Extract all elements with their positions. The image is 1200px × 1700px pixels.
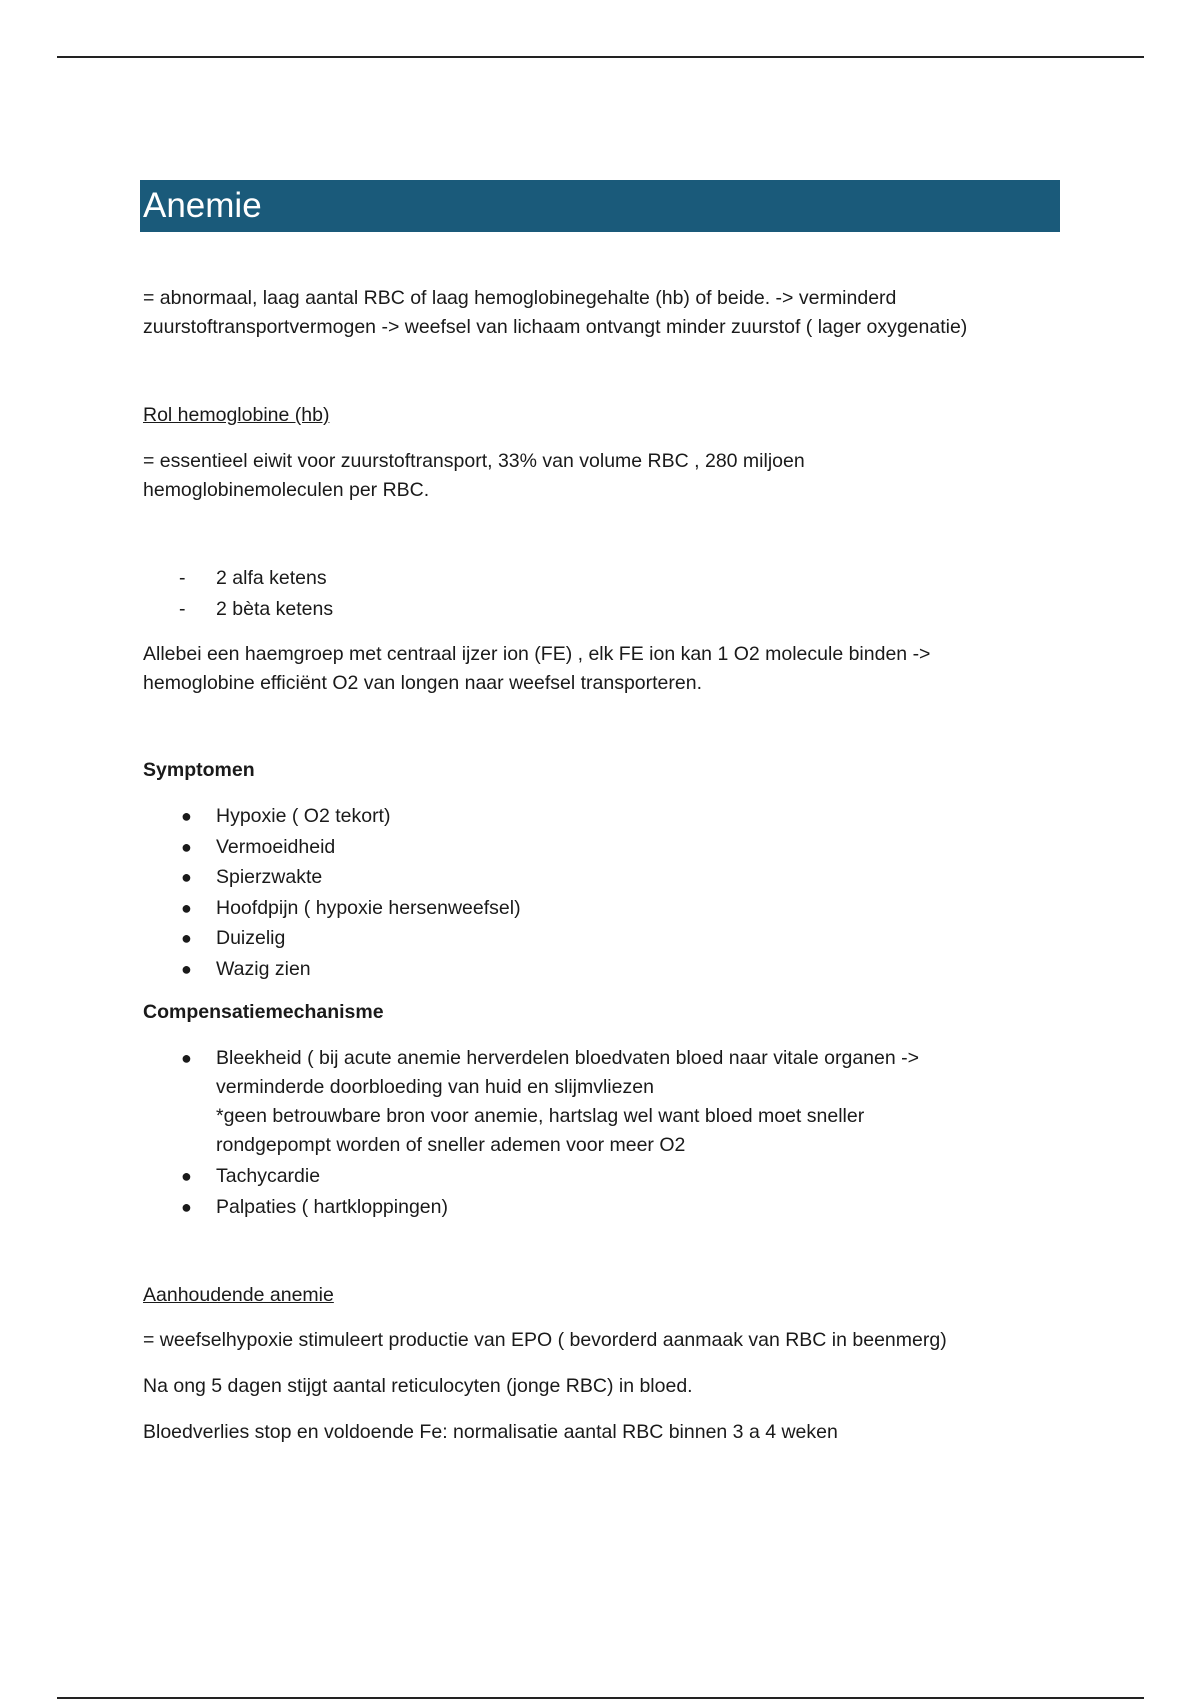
symptom-text: Spierzwakte: [216, 866, 323, 888]
rol-hemoglobine-heading: Rol hemoglobine (hb): [143, 404, 330, 426]
compensatie-list: [143, 1044, 1063, 1223]
chain-alfa: 2 alfa ketens: [216, 567, 327, 589]
aanhoudende-line-3-block: [143, 1418, 1063, 1447]
symptom-text: Duizelig: [216, 927, 286, 949]
list-item: [143, 1193, 1063, 1224]
compensatie-item: Tachycardie: [216, 1165, 321, 1187]
aanhoudende-section: [143, 1281, 1063, 1310]
aanhoudende-line-1: = weefselhypoxie stimuleert productie van EPO ( bevorderd aanmaak van RBC in beenmerg): [143, 1329, 947, 1351]
definition-line-1: = abnormaal, laag aantal RBC of laag hemoglobinegehalte (hb) of beide. -> verminderd: [143, 287, 897, 309]
symptomen-section: [143, 756, 1063, 785]
dash-marker: -: [179, 567, 186, 589]
bullet-icon: ●: [181, 928, 192, 948]
definition-line-2: zuurstoftransportvermogen -> weefsel van lichaam ontvangt minder zuurstof ( lager oxygenatie): [143, 316, 968, 338]
list-item: [143, 955, 1063, 986]
bullet-icon: ●: [181, 897, 192, 918]
bottom-rule: [57, 1697, 1144, 1699]
haem-line-2: hemoglobine efficiënt O2 van longen naar weefsel transporteren.: [143, 672, 702, 694]
symptom-text: Hoofdpijn ( hypoxie hersenweefsel): [216, 896, 521, 919]
aanhoudende-line-3: Bloedverlies stop en voldoende Fe: normalisatie aantal RBC binnen 3 a 4 weken: [143, 1421, 838, 1443]
chain-beta: 2 bèta ketens: [216, 597, 334, 620]
haem-paragraph: [143, 640, 1063, 698]
rol-hemoglobine-line-1: = essentieel eiwit voor zuurstoftransport, 33% van volume RBC , 280 miljoen: [143, 450, 805, 472]
page-title: Anemie: [143, 186, 262, 225]
bullet-icon: ●: [181, 958, 192, 979]
list-item: [143, 802, 1063, 833]
rol-hemoglobine-section: [143, 401, 1063, 430]
symptomen-list: [143, 802, 1063, 985]
definition-paragraph: [143, 284, 1063, 342]
aanhoudende-line-2-block: [143, 1372, 1063, 1401]
list-item: [143, 1162, 1063, 1193]
bullet-icon: ●: [181, 1048, 192, 1068]
haem-line-1: Allebei een haemgroep met centraal ijzer ion (FE) , elk FE ion kan 1 O2 molecule binden ->: [143, 643, 931, 665]
bullet-icon: ●: [181, 1196, 192, 1217]
symptom-text: Wazig zien: [216, 957, 311, 980]
compensatie-section: [143, 998, 1063, 1027]
bullet-icon: ●: [181, 867, 192, 887]
symptom-text: Hypoxie ( O2 tekort): [216, 805, 391, 827]
chains-list: [143, 564, 1063, 625]
list-item: [143, 595, 1063, 626]
bullet-icon: ●: [181, 836, 192, 857]
symptom-text: Vermoeidheid: [216, 835, 336, 858]
title-banner: [140, 180, 1060, 232]
top-rule: [57, 56, 1144, 58]
compensatie-heading: Compensatiemechanisme: [143, 1001, 384, 1023]
list-item: [143, 863, 1063, 894]
dash-marker: -: [179, 597, 186, 620]
rol-hemoglobine-paragraph: [143, 447, 1063, 505]
compensatie-item: Palpaties ( hartkloppingen): [216, 1195, 448, 1218]
rol-hemoglobine-line-2: hemoglobinemoleculen per RBC.: [143, 479, 430, 501]
symptomen-heading: Symptomen: [143, 759, 255, 781]
list-item: [143, 564, 1063, 595]
bleekheid-line-1: Bleekheid ( bij acute anemie herverdelen bloedvaten bloed naar vitale organen ->: [216, 1047, 920, 1069]
bleekheid-line-2: verminderde doorbloeding van huid en slijmvliezen: [216, 1076, 654, 1098]
bleekheid-note-line-2: rondgepompt worden of sneller ademen voor meer O2: [216, 1134, 686, 1156]
aanhoudende-line-2: Na ong 5 dagen stijgt aantal reticulocyten (jonge RBC) in bloed.: [143, 1375, 693, 1397]
bullet-icon: ●: [181, 806, 192, 826]
list-item: [143, 833, 1063, 864]
bleekheid-note-line-1: *geen betrouwbare bron voor anemie, hartslag wel want bloed moet sneller: [216, 1105, 865, 1127]
list-item: [143, 894, 1063, 925]
list-item: [143, 924, 1063, 955]
aanhoudende-heading: Aanhoudende anemie: [143, 1284, 334, 1306]
bullet-icon: ●: [181, 1166, 192, 1186]
list-item: [143, 1044, 1063, 1160]
aanhoudende-line-1-block: [143, 1326, 1063, 1355]
